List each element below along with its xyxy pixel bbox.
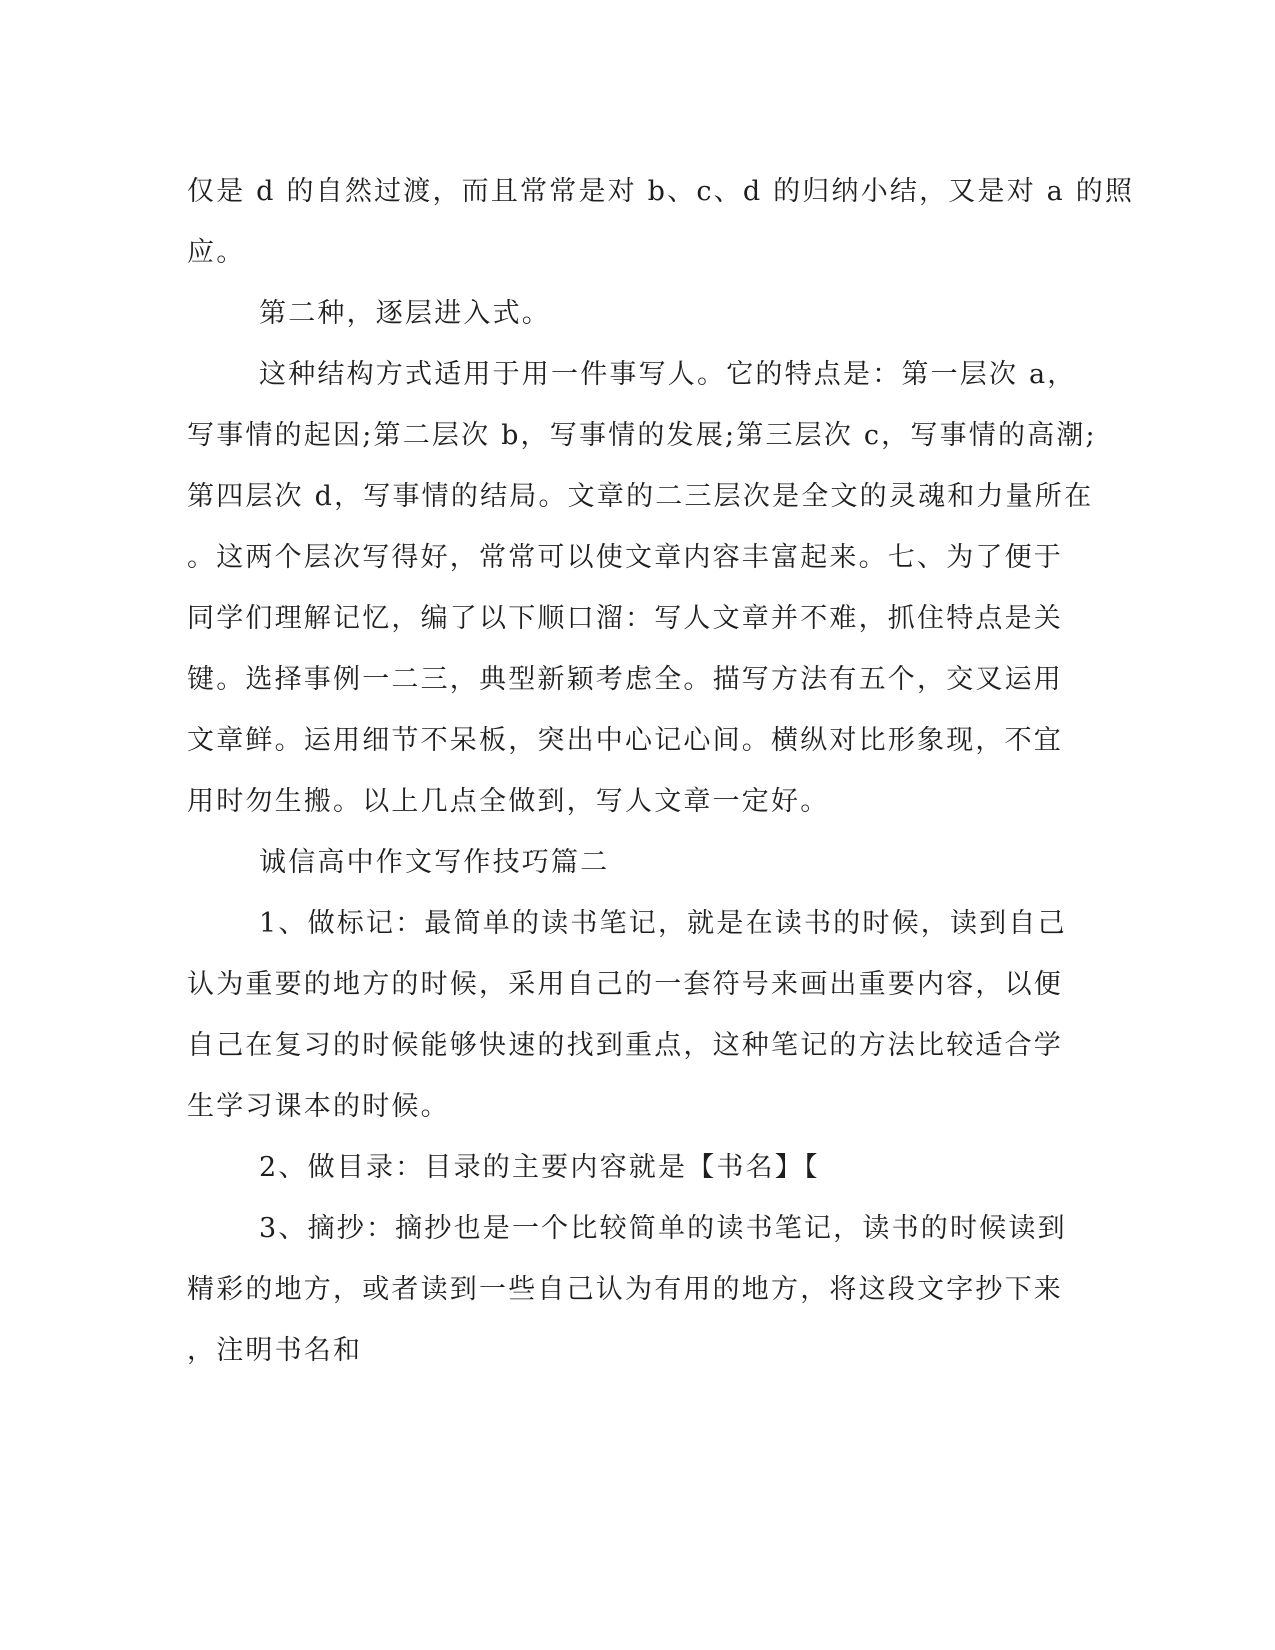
text-line: 文章鲜。运用细节不呆板，突出中心记心间。横纵对比形象现，不宜 — [187, 725, 1063, 756]
list-item-3: 3、摘抄：摘抄也是一个比较简单的读书笔记，读书的时候读到 — [259, 1213, 1067, 1244]
text-line: 应。 — [187, 237, 246, 268]
text-line: 自己在复习的时候能够快速的找到重点，这种笔记的方法比较适合学 — [187, 1030, 1063, 1061]
text-line: ，注明书名和 — [187, 1335, 363, 1366]
text-line: 认为重要的地方的时候，采用自己的一套符号来画出重要内容，以便 — [187, 969, 1063, 1000]
text-line: 仅是 d 的自然过渡，而且常常是对 b、c、d 的归纳小结，又是对 a 的照 — [187, 176, 1135, 207]
document-body — [187, 161, 1135, 1381]
text-line: 键。选择事例一二三，典型新颖考虑全。描写方法有五个，交叉运用 — [187, 664, 1063, 695]
list-item-1: 1、做标记：最简单的读书笔记，就是在读书的时候，读到自己 — [259, 908, 1067, 939]
text-line: 精彩的地方，或者读到一些自己认为有用的地方，将这段文字抄下来 — [187, 1274, 1063, 1305]
section-heading: 第二种，逐层进入式。 — [259, 298, 551, 329]
text-line: 第四层次 d，写事情的结局。文章的二三层次是全文的灵魂和力量所在 — [187, 481, 1094, 512]
text-line: 用时勿生搬。以上几点全做到，写人文章一定好。 — [187, 786, 830, 817]
text-line: 生学习课本的时候。 — [187, 1091, 450, 1122]
text-line: 这种结构方式适用于用一件事写人。它的特点是：第一层次 a， — [259, 359, 1077, 390]
list-item-2: 2、做目录：目录的主要内容就是【书名】【 — [259, 1152, 820, 1183]
section-title: 诚信高中作文写作技巧篇二 — [259, 847, 610, 878]
text-line: 同学们理解记忆，编了以下顺口溜：写人文章并不难，抓住特点是关 — [187, 603, 1063, 634]
text-line: 。这两个层次写得好，常常可以使文章内容丰富起来。七、为了便于 — [187, 542, 1063, 573]
text-line: 写事情的起因;第二层次 b，写事情的发展;第三层次 c，写事情的高潮; — [187, 420, 1097, 451]
